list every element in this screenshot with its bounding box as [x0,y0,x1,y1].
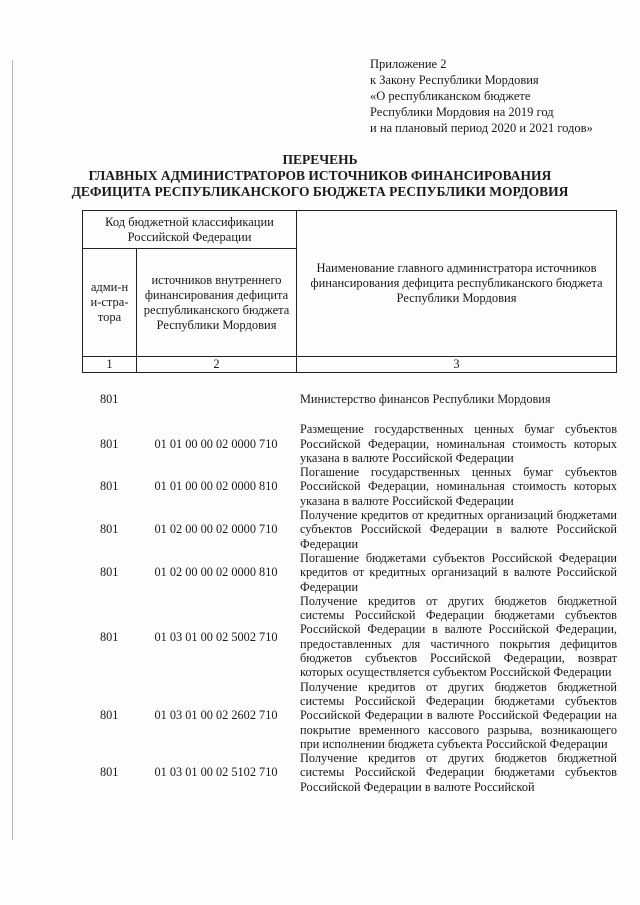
table-row [82,392,617,406]
table-header [82,210,617,373]
source-code: 01 03 01 00 02 5102 710 [154,765,278,780]
admin-code: 801 [100,479,119,494]
admin-column-label: адми-ни-стра-тора [90,280,129,324]
source-name: Погашение государственных ценных бумаг субъектов Российской Федерации, номинальная стоимость которых указана в валюте Российской Федерации [300,465,617,508]
source-name: Получение кредитов от других бюджетов бюджетной системы Российской Федерации бюджетами субъектов Российской Федерации в валюте Российской Федерации, предоставленных для частичного покрытия дефицитов бюджетов субъектов Российской Федерации, возврат которых осуществляется субъектом Российской Федерации [300,593,617,680]
appendix-line: Республики Мордовия на 2019 год [370,105,554,119]
sources-column-header: источников внутреннего финансирования дефицита республиканского бюджета Республики Мордовия [137,249,297,357]
table-row [82,594,617,680]
title-line: ДЕФИЦИТА РЕСПУБЛИКАНСКОГО БЮДЖЕТА РЕСПУБЛИКИ МОРДОВИЯ [71,184,569,199]
document-title [0,152,640,200]
source-code: 01 01 00 00 02 0000 810 [154,479,278,494]
admin-code: 801 [100,765,119,780]
source-code: 01 02 00 00 02 0000 710 [154,522,278,537]
admin-code: 801 [100,436,119,451]
source-code [136,392,296,406]
admin-code: 801 [100,629,119,644]
source-name: Министерство финансов Республики Мордовия [300,392,551,406]
title-line: ГЛАВНЫХ АДМИНИСТРАТОРОВ ИСТОЧНИКОВ ФИНАНСИРОВАНИЯ [88,168,552,183]
table-row [82,680,617,751]
source-code: 01 03 01 00 02 5002 710 [154,629,278,644]
column-number-2: 2 [137,357,297,373]
code-group-header: Код бюджетной классификации Российской Федерации [83,211,297,249]
name-column-header [297,211,617,357]
table-row [82,508,617,551]
source-name: Получение кредитов от кредитных организаций бюджетами субъектов Российской Федерации в валюте Российской Федерации [300,508,617,551]
admin-code: 801 [100,708,119,723]
source-code: 01 03 01 00 02 2602 710 [154,708,278,723]
source-name: Погашение бюджетами субъектов Российской Федерации кредитов от кредитных организаций в валюте Российской Федерации [300,550,617,594]
table-row [82,751,617,794]
admin-code: 801 [100,392,119,406]
source-name: Получение кредитов от других бюджетов бюджетной системы Российской Федерации бюджетами субъектов Российской Федерации в валюте Российской [300,751,617,794]
administrators-list [82,392,617,794]
admin-column-header [83,249,137,357]
appendix-header [370,56,593,136]
admin-code: 801 [100,565,119,580]
source-name: Получение кредитов от других бюджетов бюджетной системы Российской Федерации бюджетами субъектов Российской Федерации в валюте Российской Федерации на покрытие временного кассового разрыва, возникающего при исполнении бюджета субъекта Российской Федерации [300,679,617,751]
source-code: 01 01 00 00 02 0000 710 [154,436,278,451]
table-row [82,422,617,465]
appendix-line: и на плановый период 2020 и 2021 годов» [370,121,593,135]
appendix-line: к Закону Республики Мордовия [370,73,539,87]
table-row [82,465,617,508]
column-number-3: 3 [297,357,617,373]
source-code: 01 02 00 00 02 0000 810 [154,565,278,580]
name-column-label: Наименование главного администратора источников финансирования дефицита республиканского бюджета Республики Мордовия [310,261,603,305]
column-number-1: 1 [83,357,137,373]
appendix-line: «О республиканском бюджете [370,89,531,103]
appendix-line: Приложение 2 [370,57,447,71]
title-line: ПЕРЕЧЕНЬ [282,152,358,167]
table-row [82,551,617,594]
source-name: Размещение государственных ценных бумаг субъектов Российской Федерации, номинальная стоимость которых указана в валюте Российской Федерации [300,422,617,465]
admin-code: 801 [100,522,119,537]
